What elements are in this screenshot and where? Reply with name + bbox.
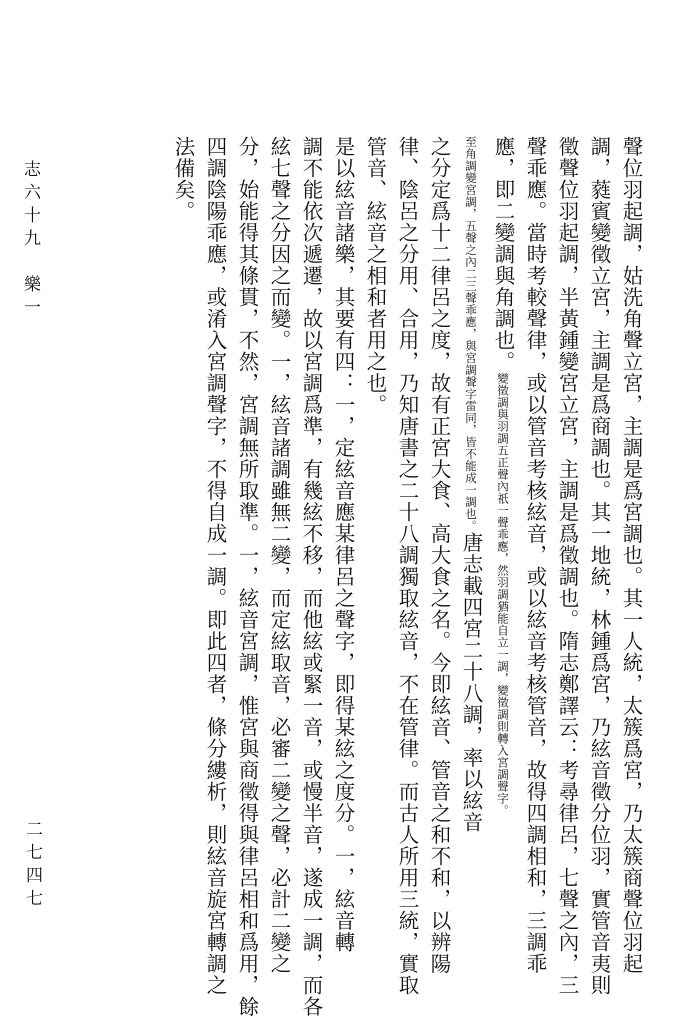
text-column: 調不能依次遞遷，故以宮調爲準，有幾絃不移，而他絃或緊一音，或慢半音，遂成一調，而各 (299, 136, 323, 1018)
text-column: 律、陰呂之分用、合用，乃知唐書之二十八調獨取絃音，不在管律。而古人所用三統，實取 (395, 136, 419, 996)
text-column: 管音、絃音之相和者用之也。 (363, 136, 387, 416)
text-column: 法備矣。 (171, 136, 195, 222)
text-segment: 唐志載四宮二十八調，率以絃音 (459, 532, 483, 833)
page-number: 二七四七 (22, 820, 42, 912)
text-column (455, 136, 487, 956)
vertical-body-text (167, 136, 647, 1018)
text-column: 之分定爲十二律呂之度，故有正宮大食、高大食之名。今即絃音、管音之和不和，以辨陽 (427, 136, 451, 975)
text-segment: 應，即二變調與角調也。 (491, 136, 515, 373)
text-column: 徵聲位羽起調，半黃鍾變宮立宮，主調是爲徵調也。隋志鄭譯云：考尋律呂，七聲之內，三 (555, 136, 579, 996)
text-column: 聲位羽起調，姑洗角聲立宮，主調是爲宮調也。其一人統，太簇爲宮，乃太簇商聲位羽起 (619, 136, 643, 975)
chapter-heading: 志六十九 樂一 (20, 160, 40, 321)
text-column: 分，始能得其條貫，不然，宮調無所取準。一，絃音宮調，惟宮與商徵得與律呂相和爲用，餘 (235, 136, 259, 1018)
text-column: 絃七聲之分因之而變。一，絃音諸調雖無二變，而定絃取音，必審二變之聲，必計二變之 (267, 136, 291, 975)
text-column: 聲乖應。當時考較聲律，或以管音考核絃音，或以絃音考核管音，故得四調相和，三調乖 (523, 136, 547, 975)
annotation-note: 變徵調與羽調五正聲內祇一聲乖應，然羽調猶能自立一調，變徵調則轉入宮調聲字。 (496, 372, 510, 817)
text-column (487, 136, 519, 956)
annotation-note: 至角調變宮調，五聲之內二三聲乖應，與宮調聲字雷同，皆不能成一調也。 (464, 136, 478, 532)
text-column: 四調陰陽乖應，或淆入宮調聲字，不得自成一調。即此四者，條分縷析，則絃音旋宮轉調之 (203, 136, 227, 996)
text-column: 調，蕤賓變徵立宮，主調是爲商調也。其一地統，林鍾爲宮，乃絃音徵分位羽，實管音夷則 (587, 136, 611, 996)
text-column: 是以絃音諸樂，其要有四：一，定絃音應某律呂之聲字，即得某絃之度分。一，絃音轉 (331, 136, 355, 953)
